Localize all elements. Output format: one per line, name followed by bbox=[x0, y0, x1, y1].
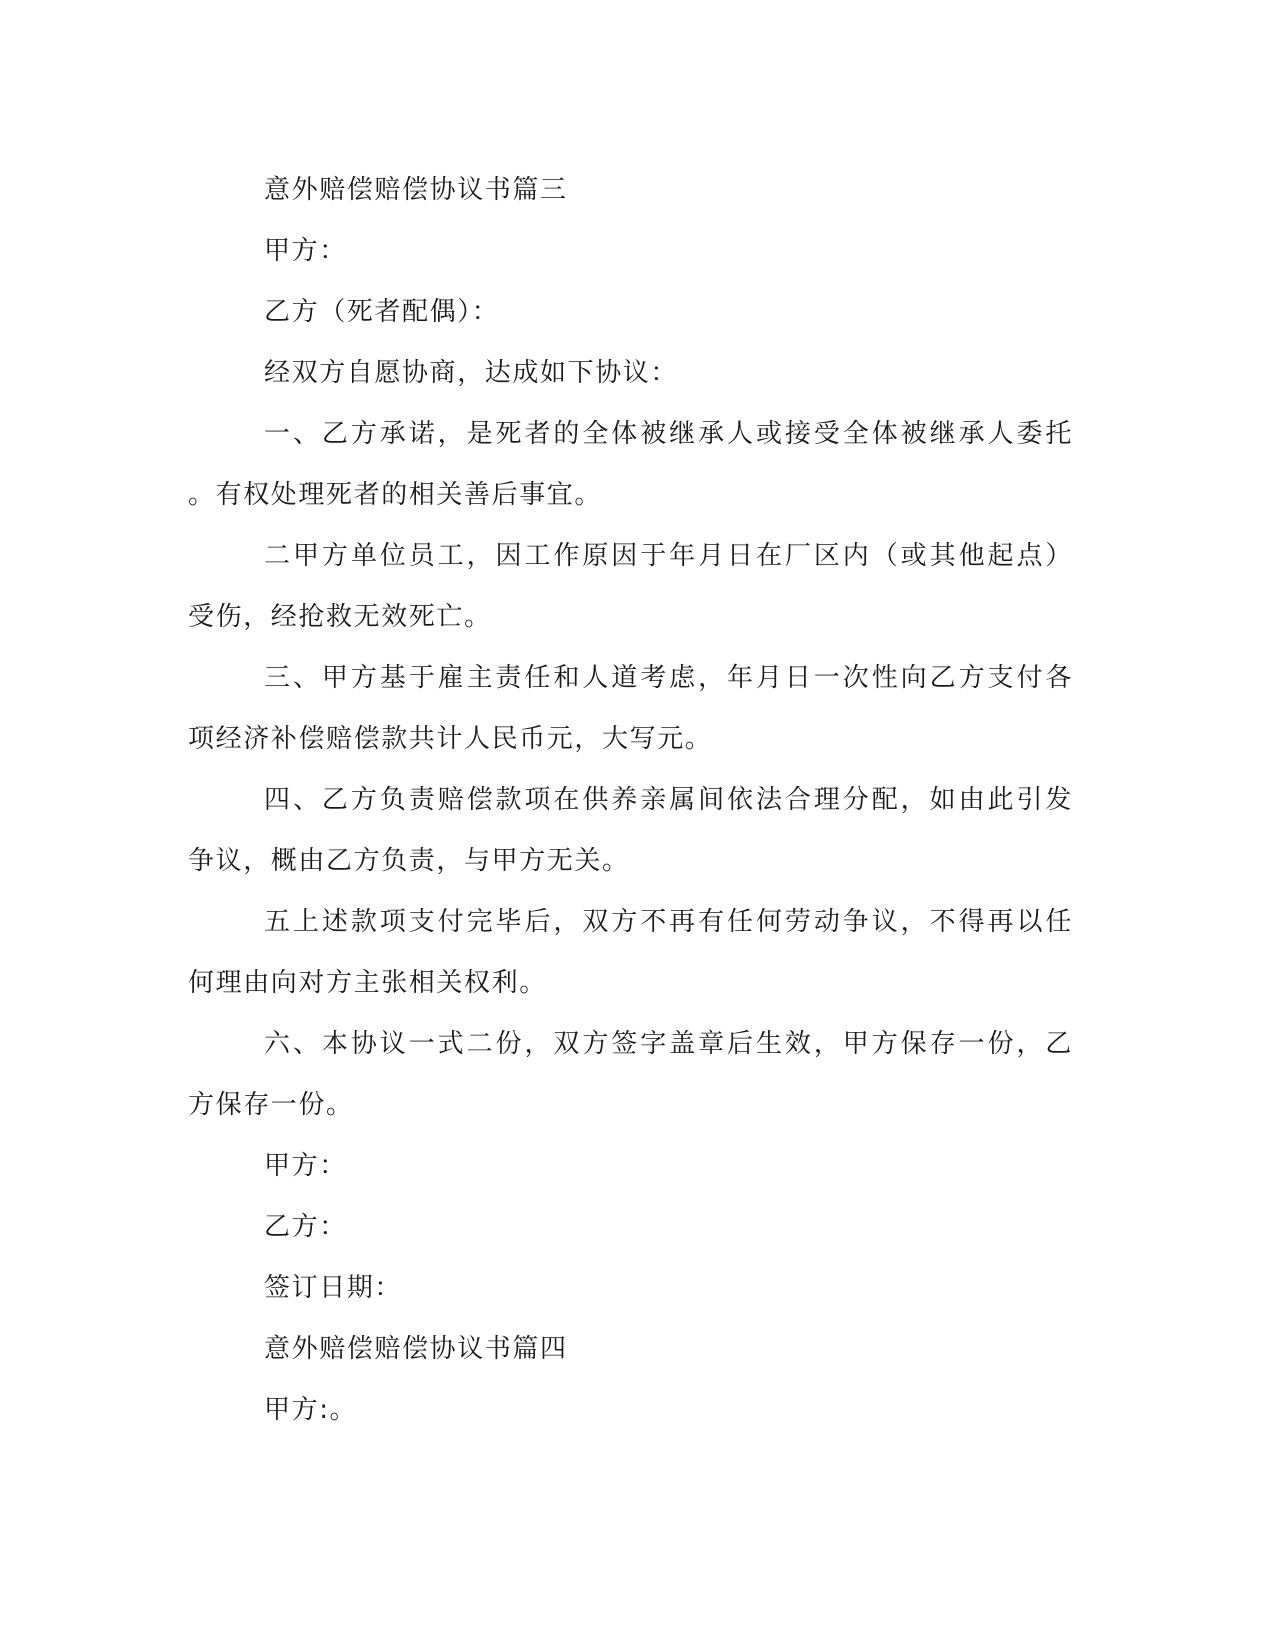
clause-3-line-1: 三、甲方基于雇主责任和人道考虑，年月日一次性向乙方支付各 bbox=[264, 663, 1073, 693]
clause-1-line-1: 一、乙方承诺，是死者的全体被继承人或接受全体被继承人委托 bbox=[264, 419, 1073, 449]
agreement-intro: 经双方自愿协商，达成如下协议： bbox=[264, 358, 679, 388]
party-a-label: 甲方： bbox=[264, 236, 347, 266]
section-title-3: 意外赔偿赔偿协议书篇三 bbox=[264, 175, 568, 205]
clause-2-line-1: 二甲方单位员工，因工作原因于年月日在厂区内（或其他起点） bbox=[264, 541, 1073, 571]
signature-party-a: 甲方： bbox=[264, 1151, 347, 1181]
clause-4-line-2: 争议，概由乙方负责，与甲方无关。 bbox=[188, 846, 630, 876]
clause-4-line-1: 四、乙方负责赔偿款项在供养亲属间依法合理分配，如由此引发 bbox=[264, 785, 1073, 815]
clause-2-line-2: 受伤，经抢救无效死亡。 bbox=[188, 602, 492, 632]
clause-6-line-2: 方保存一份。 bbox=[188, 1090, 354, 1120]
signing-date: 签订日期： bbox=[264, 1273, 403, 1303]
clause-3-line-2: 项经济补偿赔偿款共计人民币元，大写元。 bbox=[188, 724, 713, 754]
clause-5-line-1: 五上述款项支付完毕后，双方不再有任何劳动争议，不得再以任 bbox=[264, 907, 1073, 937]
clause-1-line-2: 。有权处理死者的相关善后事宜。 bbox=[188, 480, 603, 510]
clause-5-line-2: 何理由向对方主张相关权利。 bbox=[188, 968, 547, 998]
section-title-4: 意外赔偿赔偿协议书篇四 bbox=[264, 1334, 568, 1364]
clause-6-line-1: 六、本协议一式二份，双方签字盖章后生效，甲方保存一份，乙 bbox=[264, 1029, 1073, 1059]
party-b-label: 乙方（死者配偶）： bbox=[264, 297, 500, 327]
party-a-label-section-4: 甲方:。 bbox=[264, 1395, 358, 1425]
document-body bbox=[188, 160, 1073, 1441]
signature-party-b: 乙方： bbox=[264, 1212, 347, 1242]
